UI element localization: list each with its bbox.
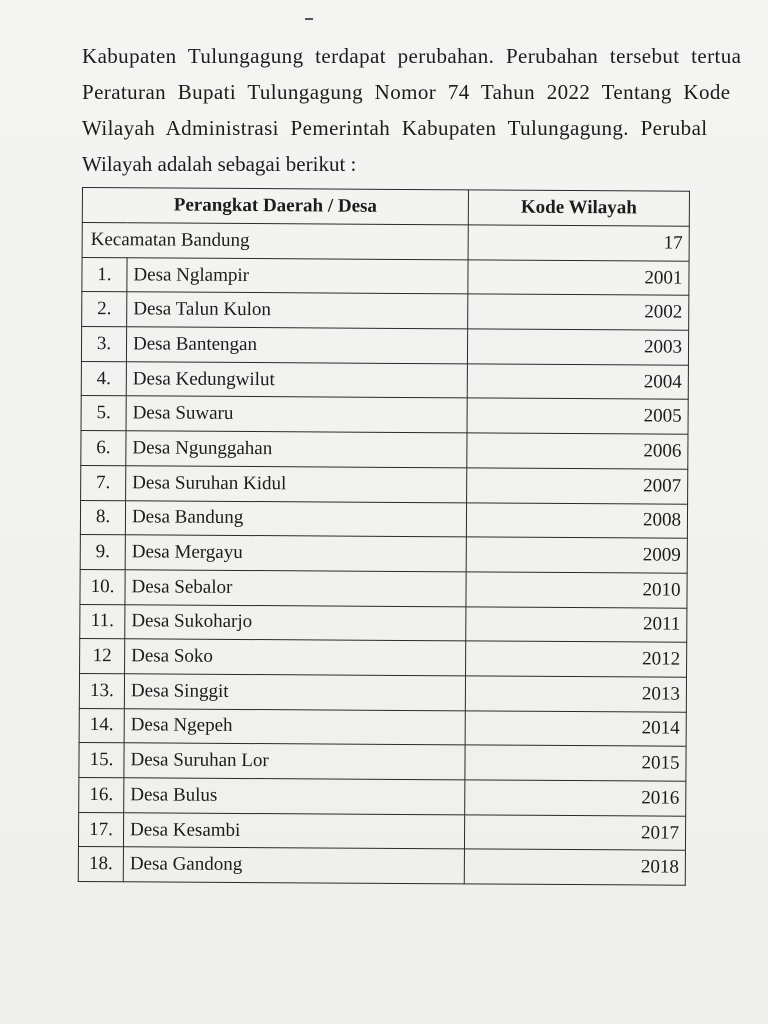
header-perangkat-daerah: Perangkat Daerah / Desa bbox=[82, 188, 468, 225]
row-number: 4. bbox=[81, 361, 126, 396]
desa-name: Desa Ngunggahan bbox=[126, 431, 467, 468]
row-number: 7. bbox=[81, 465, 126, 500]
row-number: 2. bbox=[82, 292, 127, 327]
desa-code: 2003 bbox=[467, 329, 688, 365]
table-row bbox=[80, 500, 687, 538]
row-number: 12 bbox=[80, 639, 125, 674]
table-row bbox=[80, 639, 687, 677]
row-number: 14. bbox=[79, 708, 124, 743]
desa-code: 2016 bbox=[465, 780, 686, 816]
desa-name: Desa Suruhan Kidul bbox=[126, 466, 467, 503]
kode-wilayah-table bbox=[78, 187, 690, 886]
desa-code: 2009 bbox=[466, 537, 687, 573]
table-row bbox=[81, 361, 688, 399]
desa-name: Desa Sukoharjo bbox=[125, 604, 466, 641]
desa-name: Desa Kedungwilut bbox=[126, 362, 467, 399]
desa-code: 2008 bbox=[466, 502, 687, 538]
row-number: 10. bbox=[80, 569, 125, 604]
paragraph-line: Kabupaten Tulungagung terdapat perubahan. Perubahan tersebut tertua bbox=[82, 44, 742, 68]
desa-code: 2014 bbox=[465, 710, 686, 746]
paragraph-line: Wilayah Administrasi Pemerintah Kabupaten Tulungagung. Perubal bbox=[82, 116, 708, 140]
desa-code: 2011 bbox=[466, 606, 687, 642]
row-number: 6. bbox=[81, 431, 126, 466]
kecamatan-name: Kecamatan Bandung bbox=[82, 223, 468, 260]
row-number: 15. bbox=[79, 743, 124, 778]
desa-code: 2004 bbox=[467, 364, 688, 400]
row-number: 13. bbox=[79, 673, 124, 708]
table-row bbox=[79, 708, 686, 746]
row-number: 17. bbox=[78, 812, 123, 847]
desa-name: Desa Suwaru bbox=[126, 396, 467, 433]
desa-name: Desa Kesambi bbox=[123, 812, 464, 849]
row-number: 8. bbox=[80, 500, 125, 535]
desa-code: 2015 bbox=[465, 745, 686, 781]
table-row bbox=[78, 847, 685, 885]
row-number: 1. bbox=[82, 257, 127, 292]
kecamatan-row bbox=[82, 223, 689, 261]
table-row bbox=[80, 569, 687, 607]
table-row bbox=[82, 292, 689, 330]
desa-name: Desa Singgit bbox=[124, 674, 465, 711]
table-row bbox=[79, 673, 686, 711]
row-number: 18. bbox=[78, 847, 123, 882]
paragraph-line: Peraturan Bupati Tulungagung Nomor 74 Tahun 2022 Tentang Kode bbox=[82, 80, 731, 104]
desa-name: Desa Ngepeh bbox=[124, 708, 465, 745]
table-header-row bbox=[82, 188, 689, 227]
desa-name: Desa Bantengan bbox=[126, 327, 467, 364]
row-number: 3. bbox=[81, 327, 126, 362]
desa-name: Desa Bandung bbox=[125, 500, 466, 537]
desa-code: 2001 bbox=[468, 260, 689, 296]
desa-code: 2005 bbox=[467, 398, 688, 434]
desa-name: Desa Soko bbox=[125, 639, 466, 676]
table-row bbox=[78, 812, 685, 850]
table-row bbox=[81, 431, 688, 469]
desa-name: Desa Mergayu bbox=[125, 535, 466, 572]
desa-code: 2002 bbox=[468, 294, 689, 330]
body-paragraph bbox=[82, 38, 768, 182]
desa-code: 2010 bbox=[466, 572, 687, 608]
desa-code: 2017 bbox=[464, 815, 685, 851]
table-row bbox=[79, 743, 686, 781]
desa-code: 2006 bbox=[467, 433, 688, 469]
scan-mark bbox=[305, 18, 313, 20]
table-row bbox=[79, 777, 686, 815]
row-number: 16. bbox=[79, 777, 124, 812]
desa-name: Desa Sebalor bbox=[125, 570, 466, 607]
header-kode-wilayah: Kode Wilayah bbox=[468, 190, 689, 226]
table-body bbox=[78, 223, 689, 886]
desa-name: Desa Talun Kulon bbox=[127, 292, 468, 329]
table-row bbox=[81, 327, 688, 365]
desa-code: 2013 bbox=[465, 676, 686, 712]
desa-code: 2007 bbox=[467, 468, 688, 504]
row-number: 5. bbox=[81, 396, 126, 431]
table-row bbox=[82, 257, 689, 295]
table-row bbox=[80, 535, 687, 573]
desa-name: Desa Bulus bbox=[124, 778, 465, 815]
row-number: 9. bbox=[80, 535, 125, 570]
table-row bbox=[81, 465, 688, 503]
desa-code: 2012 bbox=[466, 641, 687, 677]
row-number: 11. bbox=[80, 604, 125, 639]
table-row bbox=[80, 604, 687, 642]
desa-name: Desa Suruhan Lor bbox=[124, 743, 465, 780]
desa-code: 2018 bbox=[464, 849, 685, 885]
desa-name: Desa Gandong bbox=[123, 847, 464, 884]
paragraph-line: Wilayah adalah sebagai berikut : bbox=[82, 152, 357, 176]
kecamatan-code: 17 bbox=[468, 225, 689, 261]
table-row bbox=[81, 396, 688, 434]
desa-name: Desa Nglampir bbox=[127, 257, 468, 294]
